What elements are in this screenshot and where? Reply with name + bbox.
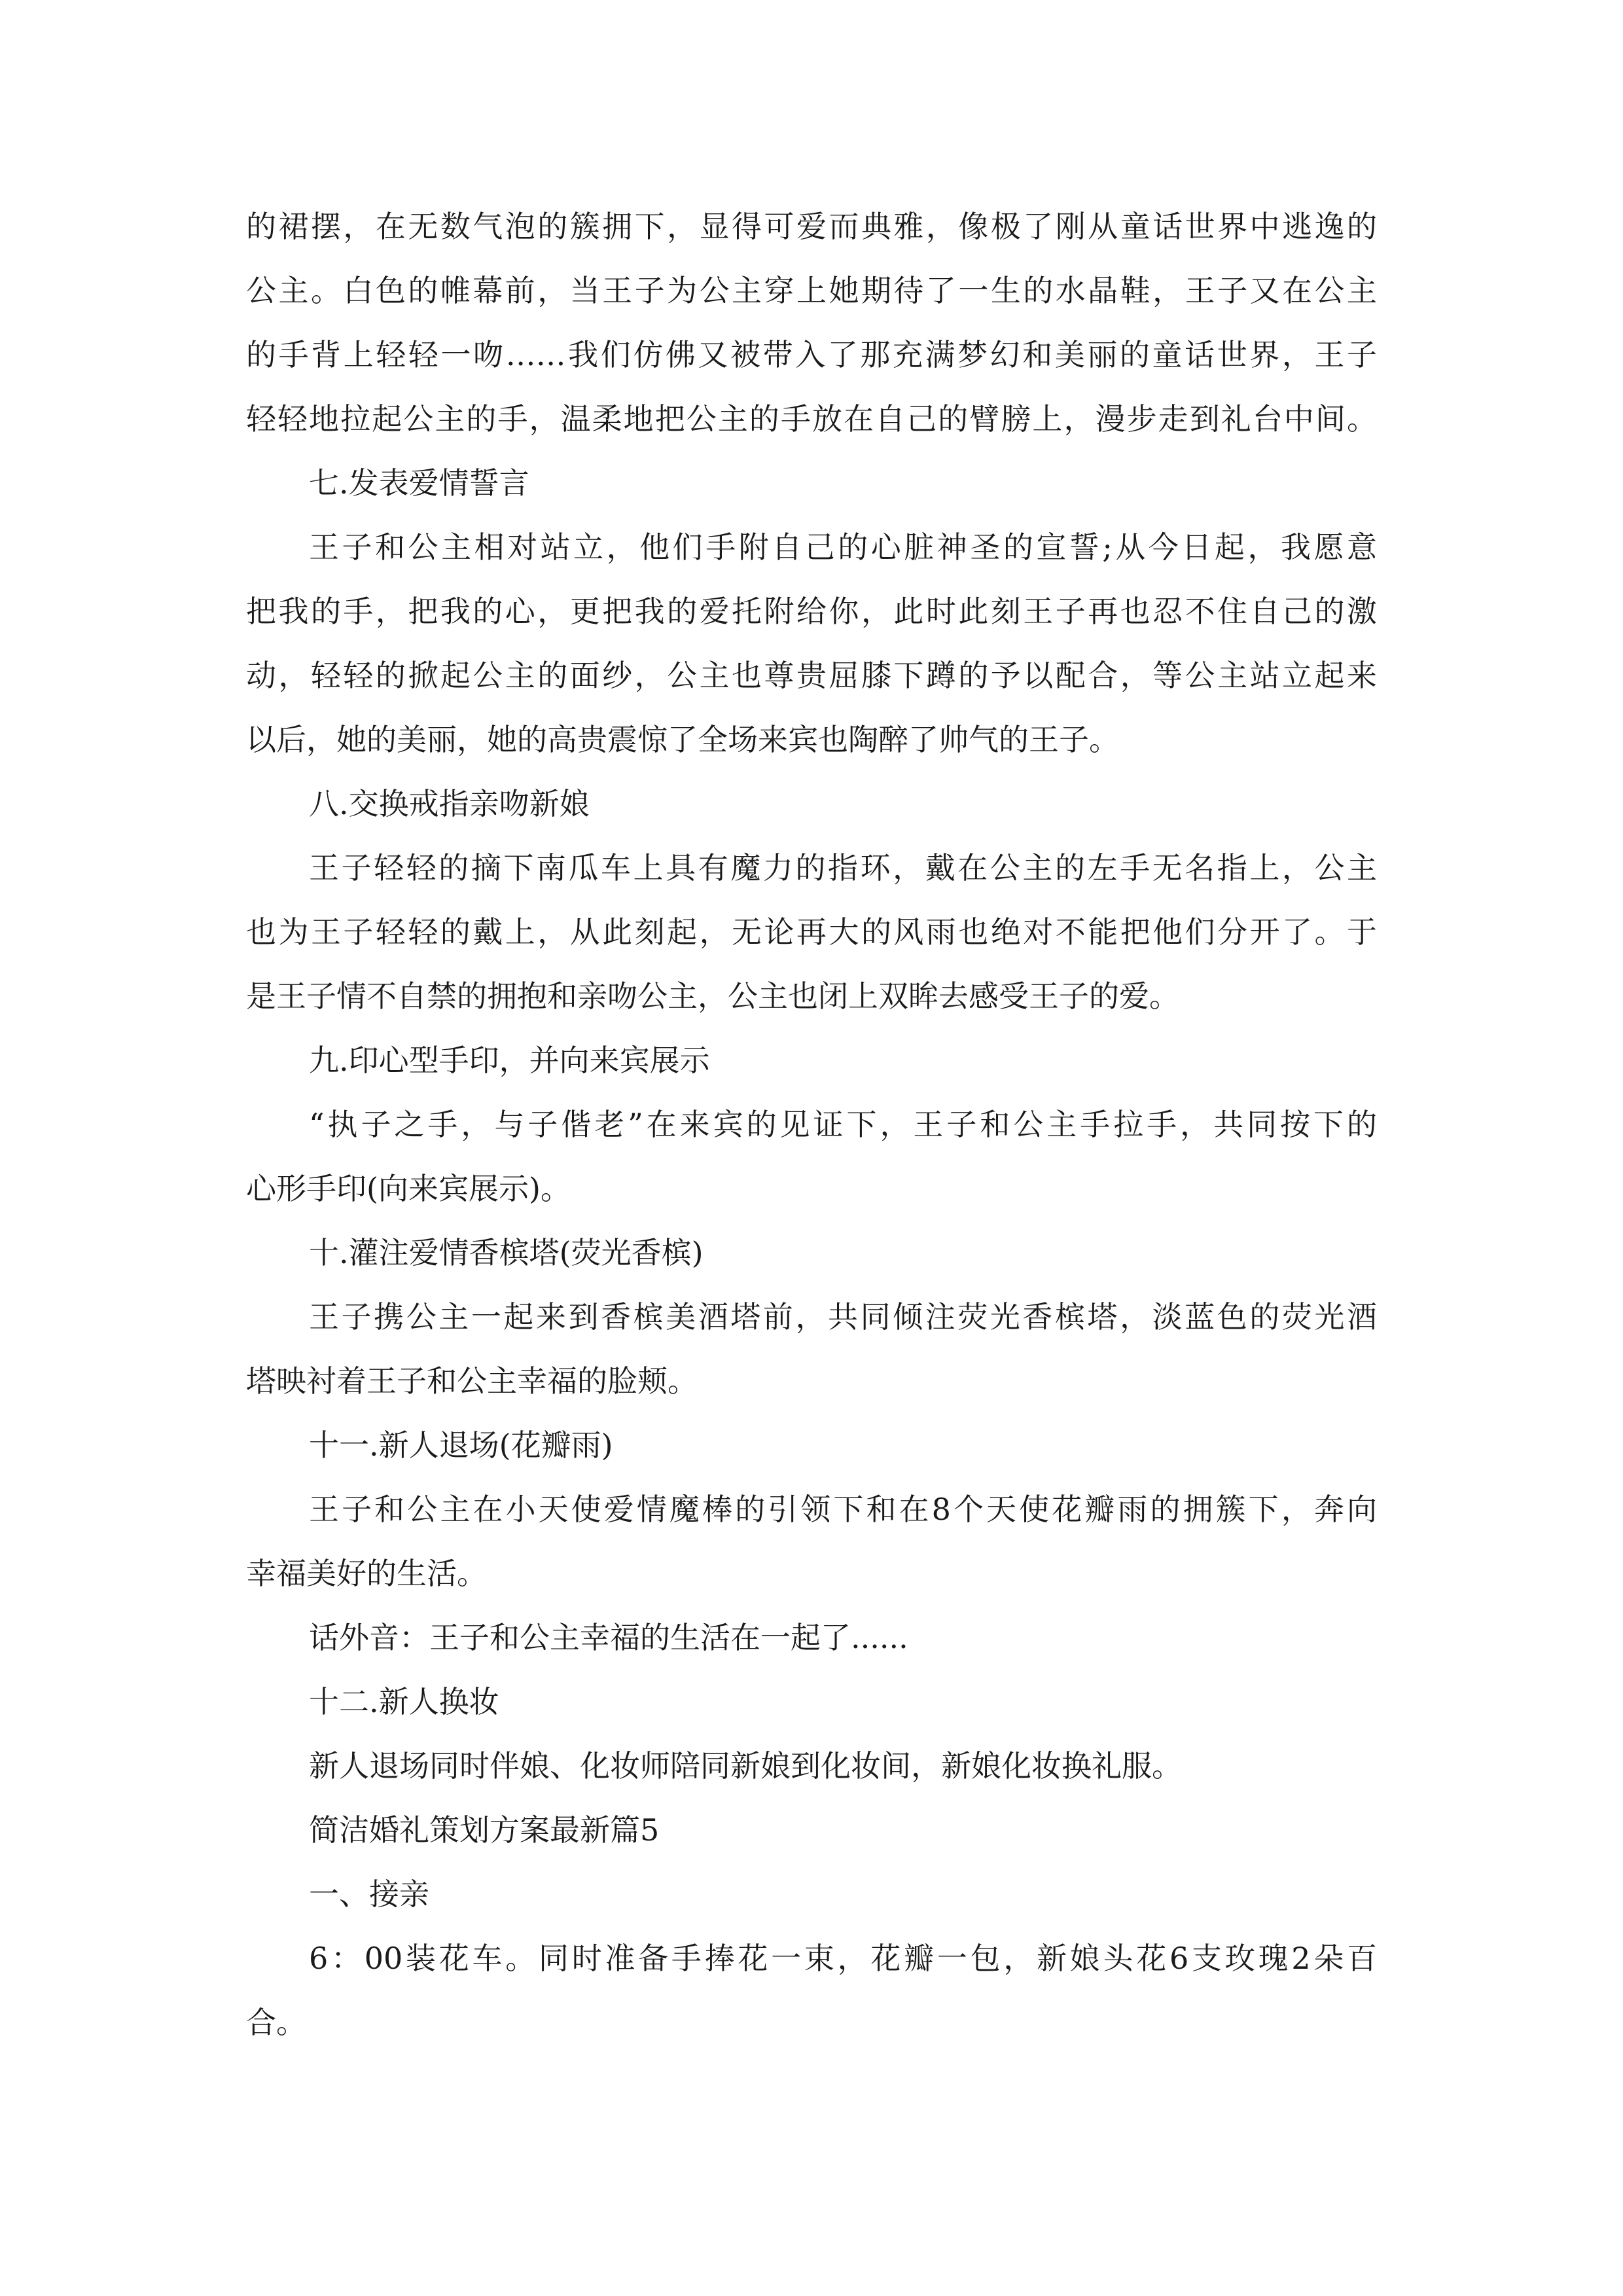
voiceover-line: 话外音：王子和公主幸福的生活在一起了...... (309, 1620, 908, 1655)
paragraph-line: 心形手印(向来宾展示)。 (246, 1171, 571, 1206)
paragraph-line: 王子和公主在小天使爱情魔棒的引领下和在8个天使花瓣雨的拥簇下，奔向 (309, 1492, 1377, 1527)
paragraph-line: 也为王子轻轻的戴上，从此刻起，无论再大的风雨也绝对不能把他们分开了。于 (246, 914, 1377, 950)
paragraph-line: “执子之手，与子偕老”在来宾的见证下，王子和公主手拉手，共同按下的 (309, 1107, 1377, 1142)
paragraph-line: 幸福美好的生活。 (246, 1556, 487, 1591)
paragraph-line: 轻轻地拉起公主的手，温柔地把公主的手放在自己的臂膀上，漫步走到礼台中间。 (246, 401, 1377, 437)
paragraph-line: 动，轻轻的掀起公主的面纱，公主也尊贵屈膝下蹲的予以配合，等公主站立起来 (246, 658, 1377, 693)
section-heading-10: 十.灌注爱情香槟塔(荧光香槟) (309, 1235, 704, 1270)
section-heading-9: 九.印心型手印，并向来宾展示 (309, 1043, 710, 1078)
paragraph-line: 王子携公主一起来到香槟美酒塔前，共同倾注荧光香槟塔，淡蓝色的荧光酒 (309, 1299, 1377, 1335)
section-heading-7: 七.发表爱情誓言 (309, 465, 529, 501)
paragraph-line: 王子轻轻的摘下南瓜车上具有魔力的指环，戴在公主的左手无名指上，公主 (309, 850, 1377, 886)
section-heading-8: 八.交换戒指亲吻新娘 (309, 786, 590, 821)
paragraph-line: 的手背上轻轻一吻……我们仿佛又被带入了那充满梦幻和美丽的童话世界，王子 (246, 337, 1377, 372)
paragraph-line: 以后，她的美丽，她的高贵震惊了全场来宾也陶醉了帅气的王子。 (246, 722, 1119, 757)
paragraph-line: 把我的手，把我的心，更把我的爱托附给你，此时此刻王子再也忍不住自己的激 (246, 594, 1377, 629)
paragraph-line: 新人退场同时伴娘、化妆师陪同新娘到化妆间，新娘化妆换礼服。 (309, 1748, 1182, 1784)
paragraph-line: 6：00装花车。同时准备手捧花一束，花瓣一包，新娘头花6支玫瑰2朵百 (309, 1941, 1377, 1976)
paragraph-line: 是王子情不自禁的拥抱和亲吻公主，公主也闭上双眸去感受王子的爱。 (246, 978, 1179, 1014)
paragraph-line: 的裙摆，在无数气泡的簇拥下，显得可爱而典雅，像极了刚从童话世界中逃逸的 (246, 209, 1377, 244)
paragraph-line: 王子和公主相对站立，他们手附自己的心脏神圣的宣誓;从今日起，我愿意 (309, 529, 1377, 565)
plan-title: 简洁婚礼策划方案最新篇5 (309, 1812, 660, 1848)
section-heading-11: 十一.新人退场(花瓣雨) (309, 1427, 613, 1463)
paragraph-line: 塔映衬着王子和公主幸福的脸颊。 (246, 1363, 698, 1399)
paragraph-line: 公主。白色的帷幕前，当王子为公主穿上她期待了一生的水晶鞋，王子又在公主 (246, 273, 1377, 308)
section-heading-12: 十二.新人换妆 (309, 1684, 499, 1719)
paragraph-line: 合。 (246, 2005, 306, 2040)
subsection-heading: 一、接亲 (309, 1876, 429, 1912)
